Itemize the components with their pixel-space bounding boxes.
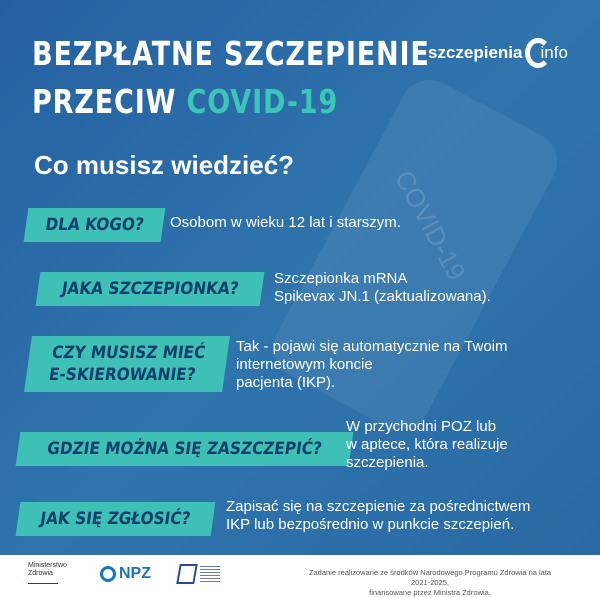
npz-circle-icon <box>100 566 116 582</box>
label-gdzie <box>16 432 354 466</box>
label-jak-sie-zglosic <box>16 502 215 536</box>
institute-logo-text-icon <box>200 566 220 582</box>
institute-logo-icon <box>176 564 198 584</box>
label-jaka-szczepionka <box>36 272 265 306</box>
vial-label: COVID-19 <box>389 165 472 286</box>
ministry-logo <box>28 562 67 584</box>
npz-logo <box>100 565 151 583</box>
answer-e-skierowanie: Tak - pojawi się automatycznie na Twoim internetowym koncie pacjenta (IKP). <box>236 338 508 391</box>
answer-jaka-szczepionka: Szczepionka mRNA Spikevax JN.1 (zaktualizowana). <box>274 270 491 305</box>
title-prefix: PRZECIW <box>32 82 187 121</box>
npz-text: NPZ <box>119 565 151 582</box>
title-highlight: COVID-19 <box>186 82 339 121</box>
label-text: JAKA SZCZEPIONKA? <box>60 279 240 299</box>
label-dla-kogo <box>24 208 166 242</box>
logo-suffix: info <box>540 43 568 62</box>
funding-note: Zadanie realizowane ze środków Narodowego Programu Zdrowia na lata 2021-2025, finansowane przez Ministra Zdrowia. <box>308 568 552 597</box>
title-line2 <box>32 82 338 121</box>
answer-gdzie: W przychodni POZ lub w aptece, która realizuje szczepienia. <box>346 418 508 471</box>
logo-text: szczepienia <box>428 43 523 62</box>
footer <box>0 555 600 598</box>
label-text: JAK SIĘ ZGŁOSIĆ? <box>38 509 192 529</box>
ministry-text: Ministerstwo Zdrowia <box>28 562 67 577</box>
label-text: DLA KOGO? <box>44 215 146 235</box>
answer-dla-kogo: Osobom w wieku 12 lat i starszym. <box>170 214 401 231</box>
label-e-skierowanie <box>24 336 230 392</box>
subtitle: Co musisz wiedzieć? <box>34 150 295 180</box>
title-line1: BEZPŁATNE SZCZEPIENIE <box>32 34 430 73</box>
szczepienia-info-logo <box>428 38 568 68</box>
answer-jak-sie-zglosic: Zapisać się na szczepienie za pośrednictwem IKP lub bezpośrednio w punkcie szczepień. <box>226 498 531 533</box>
label-text: GDZIE MOŻNA SIĘ ZASZCZEPIĆ? <box>45 439 324 459</box>
label-text: CZY MUSISZ MIEĆ E-SKIEROWANIE? <box>47 343 207 385</box>
